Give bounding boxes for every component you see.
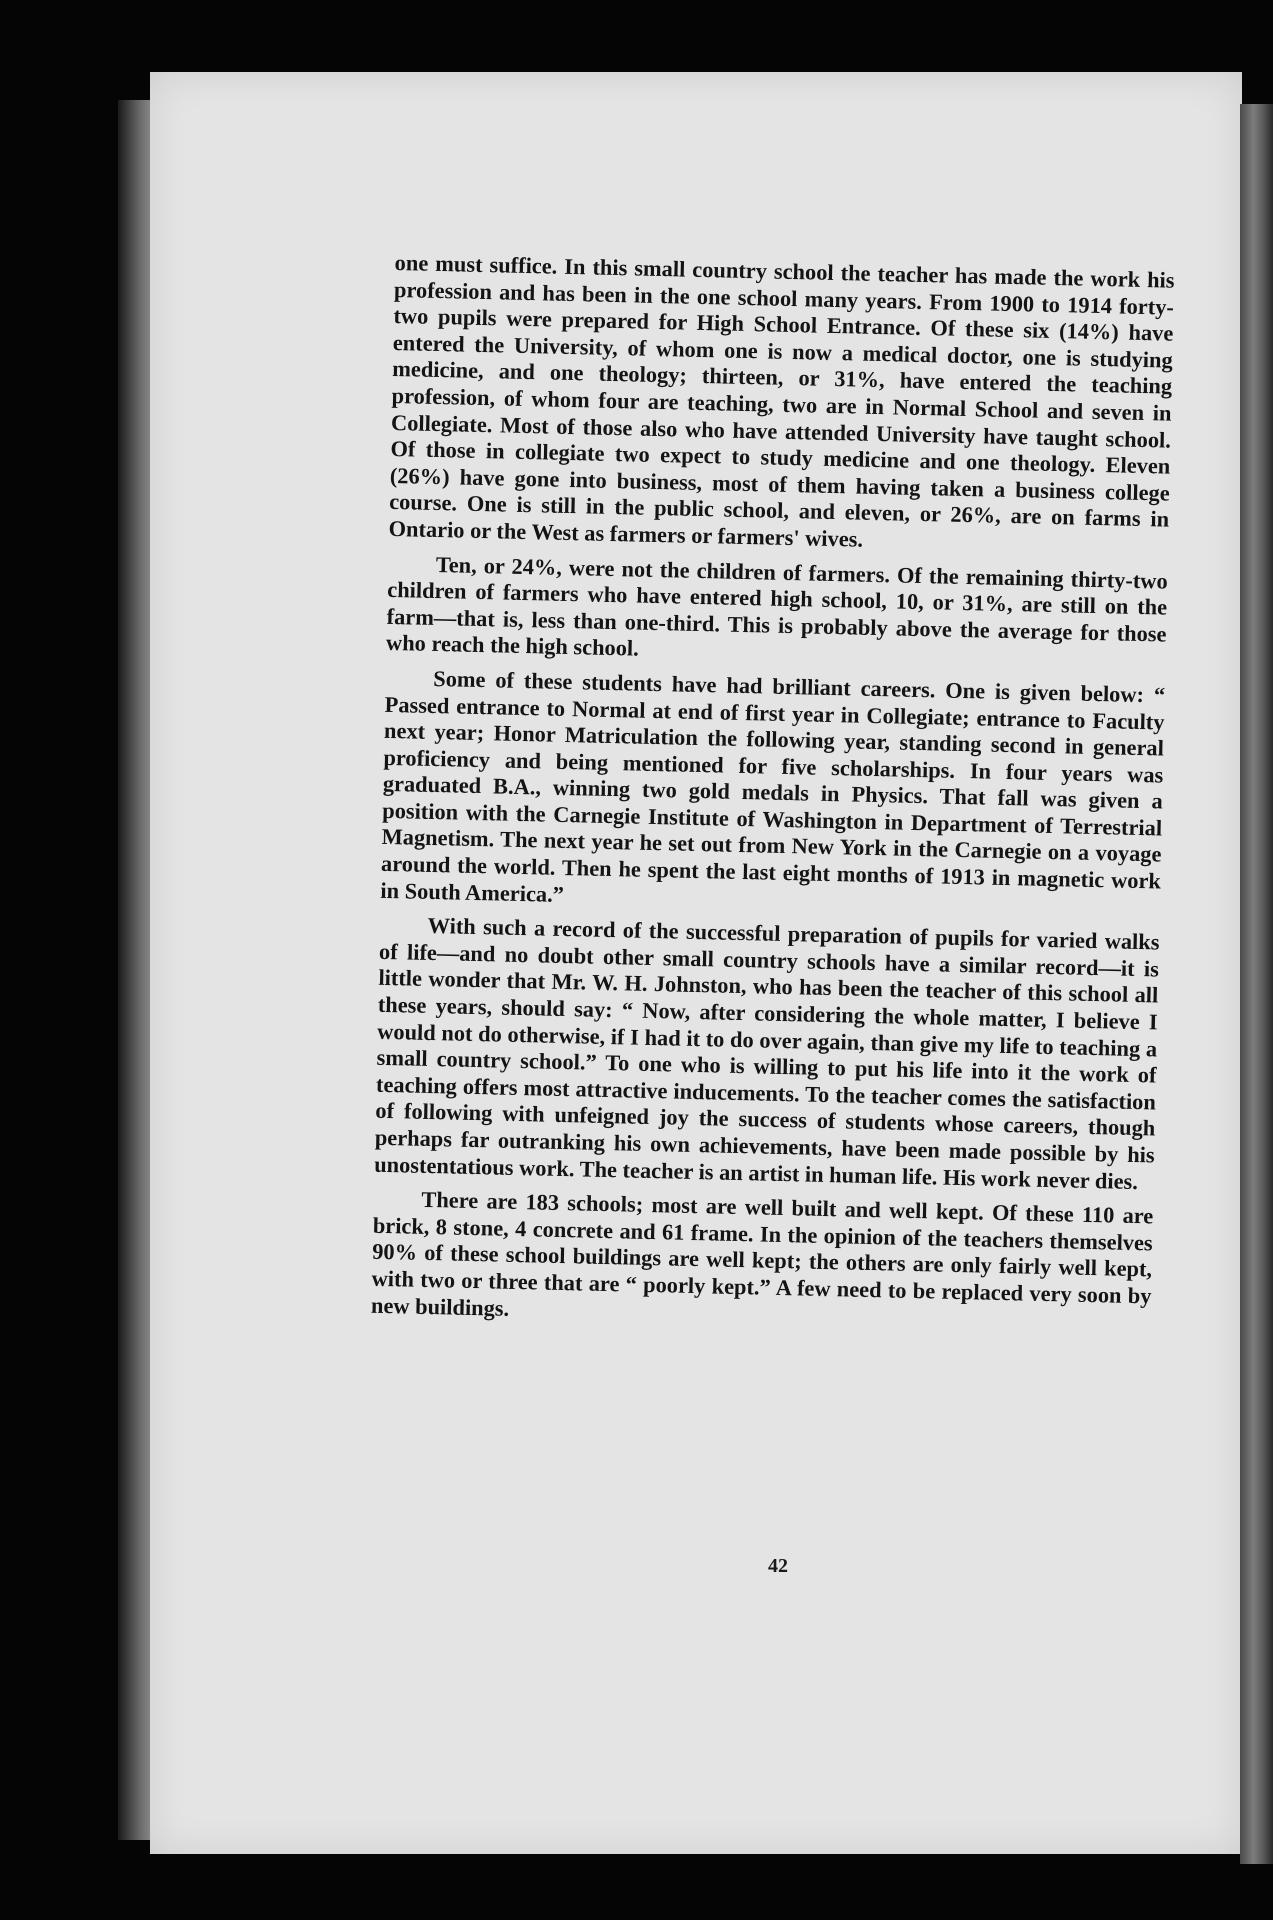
- paragraph-1: one must suffice. In this small country school the teacher has made the work his profession and has been in the one school many years. From 1900 to 1914 forty-two pupils were prepared for High School Entrance. Of these six (14%) have entered the University, of whom one is now a medical doctor, one is studying medicine, and one theology; thirteen, or 31%, have entered the teaching profession, of whom four are teaching, two are in Normal School and seven in Collegiate. Most of those also who have attended University have taught school. Of those in collegiate two expect to study medicine and one theology. Eleven (26%) have gone into business, most of them having taken a business college course. One is still in the public school, and eleven, or 26%, are on farms in Ontario or the West as farmers or farmers' wives.: [388, 250, 1175, 552]
- paragraph-5: There are 183 schools; most are well built and well kept. Of these 110 are brick, 8 stone, 4 concrete and 61 frame. In the opinion of the teachers themselves 90% of these school buildings are well kept; the others are only fairly well kept, with two or three that are “ poorly kept.” A few need to be replaced very soon by new buildings.: [370, 1187, 1154, 1321]
- page-number: 42: [768, 1555, 788, 1577]
- paragraph-2: Ten, or 24%, were not the children of farmers. Of the remaining thirty-two children of farmers who have entered high school, 10, or 31%, are still on the farm—that is, less than one-third. This is probably above the average for those who reach the high school.: [385, 551, 1168, 661]
- paragraph-4: With such a record of the successful preparation of pupils for varied walks of life—and no doubt other small country schools have a similar record—it is little wonder that Mr. W. H. Johnston, who has been the teacher of this school all these years, should say: “ Now, after considering the whole matter, I believe I would not do otherwise, if I had it to do over again, than give my life to teaching a small country school.” To one who is willing to put his life into it the work of teaching offers most attractive inducements. To the teacher comes the satisfaction of following with unfeigned joy the success of students whose careers, though perhaps far outranking his own achievements, have been made possible by his unostentatious work. The teacher is an artist in human life. His work never dies.: [373, 913, 1160, 1194]
- page-body-text: [371, 250, 1175, 1337]
- paragraph-3: Some of these students have had brilliant careers. One is given below: “ Passed entrance to Normal at end of first year in Collegiate; entrance to Faculty next year; Honor Matriculation the following year, standing second in general proficiency and being mentioned for five scholarships. In four years was graduated B.A., winning two gold medals in Physics. That fall was given a position with the Carnegie Institute of Washington in Department of Terrestrial Magnetism. The next year he set out from New York in the Carnegie on a voyage around the world. Then he spent the last eight months of 1913 in magnetic work in South America.”: [380, 665, 1166, 907]
- book-binding-edge: [1240, 104, 1273, 1864]
